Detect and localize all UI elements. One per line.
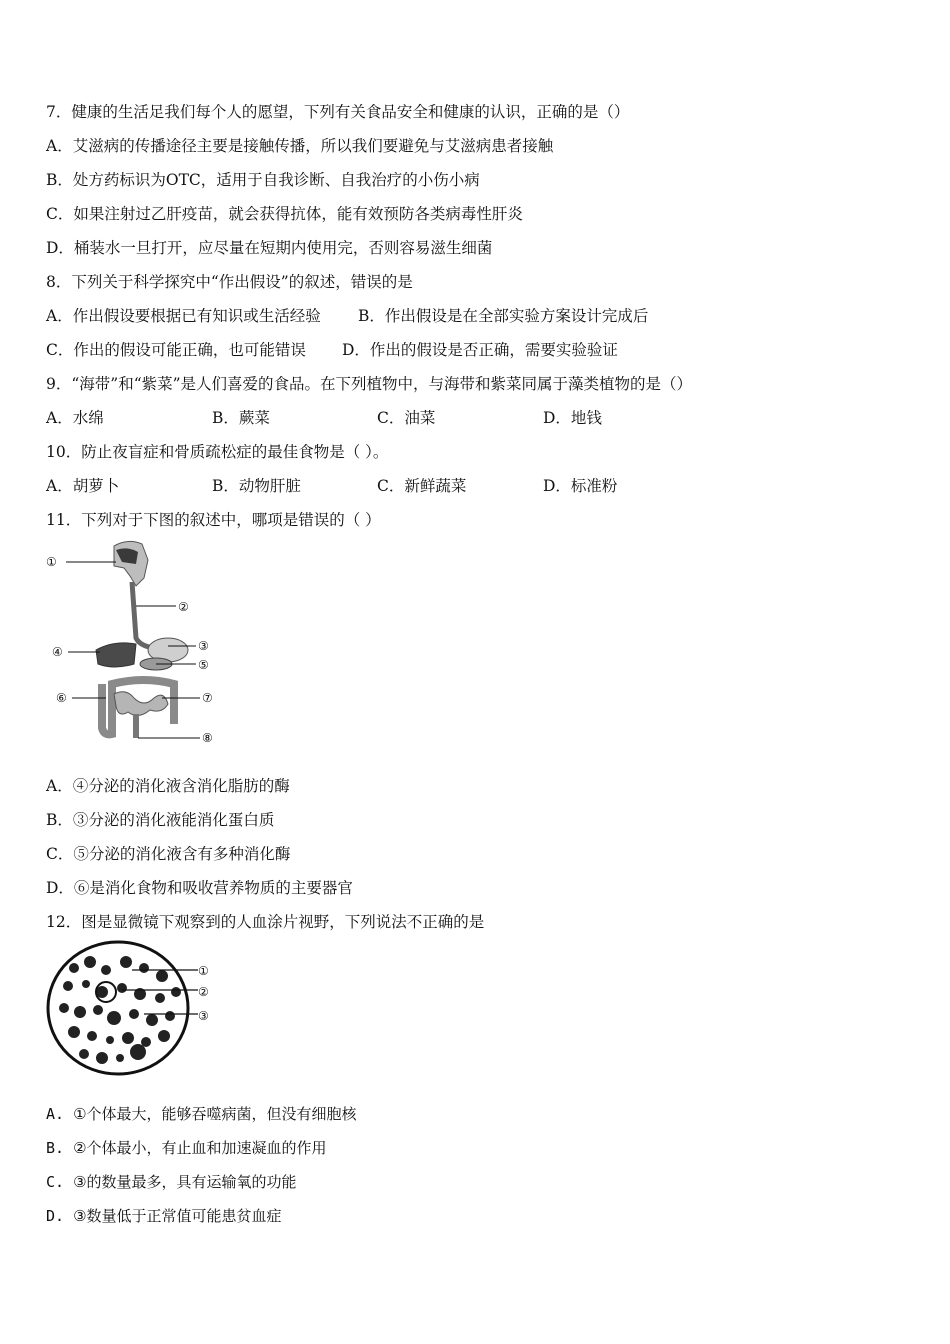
label-2: ② <box>198 985 209 999</box>
label-4: ④ <box>52 645 63 659</box>
q10-stem: 10．防止夜盲症和骨质疏松症的最佳食物是（ ）。 <box>46 443 389 461</box>
label-1: ① <box>46 555 57 569</box>
q7-stem: 7．健康的生活足我们每个人的愿望，下列有关食品安全和健康的认识，正确的是（） <box>46 103 630 121</box>
q9-option-c: C．油菜 <box>377 409 436 427</box>
q9-option-d: D．地钱 <box>543 409 602 427</box>
q12-option-c: C. ③的数量最多，具有运输氧的功能 <box>46 1173 297 1191</box>
q7-option-c: C．如果注射过乙肝疫苗，就会获得抗体，能有效预防各类病毒性肝炎 <box>46 205 523 223</box>
esophagus <box>132 582 154 648</box>
q8-stem: 8．下列关于科学探究中“作出假设”的叙述，错误的是 <box>46 273 413 291</box>
q11-option-c: C．⑤分泌的消化液含有多种消化酶 <box>46 845 291 863</box>
label-8: ⑧ <box>202 731 213 745</box>
q12-stem: 12．图是显微镜下观察到的人血涂片视野，下列说法不正确的是 <box>46 913 485 931</box>
q10-option-b: B．动物肝脏 <box>212 477 301 495</box>
liver <box>96 643 136 667</box>
q12-option-a: A. ①个体最大，能够吞噬病菌，但没有细胞核 <box>46 1105 357 1123</box>
q10-option-c: C．新鲜蔬菜 <box>377 477 467 495</box>
q8-option-a: A．作出假设要根据已有知识或生活经验 <box>46 307 321 325</box>
q11-option-d: D．⑥是消化食物和吸收营养物质的主要器官 <box>46 879 353 897</box>
small-intestine <box>114 692 168 716</box>
q8-option-b: B．作出假设是在全部实验方案设计完成后 <box>358 307 649 325</box>
q7-option-d: D．桶装水一旦打开，应尽量在短期内使用完，否则容易滋生细菌 <box>46 239 493 257</box>
q12-option-d: D. ③数量低于正常值可能患贫血症 <box>46 1207 282 1225</box>
label-2: ② <box>178 600 189 614</box>
q8-option-c: C．作出的假设可能正确，也可能错误 <box>46 341 306 359</box>
label-1: ① <box>198 964 209 978</box>
digestive-system-figure <box>44 538 224 750</box>
q11-option-a: A．④分泌的消化液含消化脂肪的酶 <box>46 777 290 795</box>
label-7: ⑦ <box>202 691 213 705</box>
label-3: ③ <box>198 1009 209 1023</box>
q10-option-a: A．胡萝卜 <box>46 477 120 495</box>
q9-option-a: A．水绵 <box>46 409 104 427</box>
q7-option-a: A．艾滋病的传播途径主要是接触传播，所以我们要避免与艾滋病患者接触 <box>46 137 554 155</box>
q11-option-b: B．③分泌的消化液能消化蛋白质 <box>46 811 275 829</box>
blood-smear-figure <box>44 940 220 1080</box>
q9-option-b: B．蕨菜 <box>212 409 270 427</box>
label-3: ③ <box>198 639 209 653</box>
q9-stem: 9．“海带”和“紫菜”是人们喜爱的食品。在下列植物中，与海带和紫菜同属于藻类植物的是（） <box>46 375 693 393</box>
q11-stem: 11．下列对于下图的叙述中，哪项是错误的（ ） <box>46 511 381 529</box>
q10-option-d: D．标准粉 <box>543 477 618 495</box>
label-6: ⑥ <box>56 691 67 705</box>
label-5: ⑤ <box>198 658 209 672</box>
q12-option-b: B. ②个体最小，有止血和加速凝血的作用 <box>46 1139 327 1157</box>
head-silhouette <box>114 541 148 586</box>
q7-option-b: B．处方药标识为OTC，适用于自我诊断、自我治疗的小伤小病 <box>46 171 480 189</box>
q8-option-d: D．作出的假设是否正确，需要实验验证 <box>342 341 618 359</box>
